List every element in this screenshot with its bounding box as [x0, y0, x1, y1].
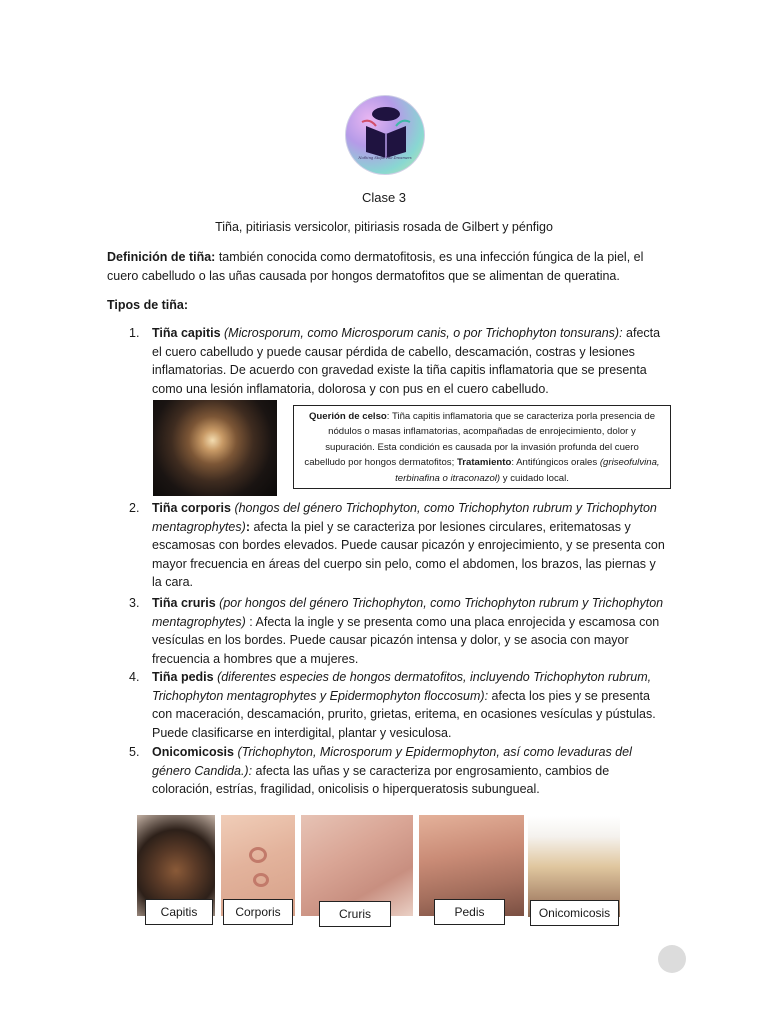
item-cause: (hongos del género Trichophyton, como Trichophyton rubrum y Trichophyton mentagrophytes) [152, 501, 657, 534]
image-label-onicomicosis: Onicomicosis [530, 900, 619, 926]
treatment-drugs: (griseofulvina, terbinafina o itraconazol) [395, 457, 660, 484]
item-text: afecta las uñas y se caracteriza por engrosamiento, cambios de coloración, estrías, fragilidad, onicolisis o hiperqueratosis subungueal. [152, 763, 610, 796]
treatment-end: y cuidado local. [500, 472, 569, 484]
item-number: 2. [129, 501, 140, 515]
item-name: Tiña cruris [152, 596, 216, 610]
item-cause: (diferentes especies de hongos dermatofitos, incluyendo Trichophyton rubrum, Trichophyton mentagrophytes y Epidermophyton floccosum): [152, 670, 652, 703]
definition-label: Definición de tiña: [107, 250, 216, 264]
item-cause: (Trichophyton, Microsporum y Epidermophyton, así como levaduras del género Candida.): [152, 745, 632, 778]
image-label-corporis: Corporis [223, 899, 293, 925]
querion-note-box [293, 405, 671, 489]
item-name: Tiña capitis [152, 326, 221, 340]
item-text: : Afecta la ingle y se presenta como una placa enrojecida y escamosa con vesículas en los bordes. Puede causar picazón intensa y dolor, y se asocia con mayor frecuencia a hombres que a mujeres. [152, 614, 660, 666]
item-number: 3. [129, 596, 140, 610]
list-item [152, 594, 667, 668]
image-label-cruris: Cruris [319, 901, 391, 927]
types-heading: Tipos de tiña: [107, 298, 189, 312]
logo-caption: Nothing Stops The Dreamers [358, 156, 412, 160]
item-name: Tiña pedis [152, 670, 214, 684]
item-cause: (Microsporum, como Microsporum canis, o por Trichophyton tonsurans): [220, 326, 623, 340]
item-colon: : [245, 519, 250, 534]
image-label-capitis: Capitis [145, 899, 213, 925]
item-number: 5. [129, 745, 140, 759]
list-item [152, 499, 667, 592]
scroll-button[interactable] [658, 945, 686, 973]
list-item [152, 668, 667, 742]
item-name: Tiña corporis [152, 501, 231, 515]
page-title: Clase 3 [361, 190, 407, 205]
logo [345, 95, 425, 175]
note-label: Querión de celso [308, 411, 387, 422]
item-text: afecta el cuero cabelludo y puede causar pérdida de cabello, descamación, costras y lesiones inflamatorias. De acuerdo con gravedad existe la tiña capitis inflamatoria que se presenta como una lesión inflamatoria, dolorosa y con pus en el cuero cabelludo. [152, 326, 661, 396]
item-number: 1. [129, 326, 140, 340]
list-item [152, 324, 667, 398]
page-subtitle: Tiña, pitiriasis versicolor, pitiriasis rosada de Gilbert y pénfigo [215, 220, 553, 234]
capitis-inflamatoria-photo [153, 400, 277, 496]
image-label-pedis: Pedis [434, 899, 505, 925]
item-cause: (por hongos del género Trichophyton, como Trichophyton rubrum y Trichophyton mentagrophytes) [152, 596, 664, 629]
definition-text: también conocida como dermatofitosis, es una infección fúngica de la piel, el cuero cabelludo o las uñas causada por hongos dermatofitos que se alimentan de queratina. [107, 250, 644, 283]
treatment-label: Tratamiento [456, 457, 512, 469]
item-name: Onicomicosis [152, 745, 234, 759]
item-number: 4. [129, 670, 140, 684]
note-text: : Tiña capitis inflamatoria que se caracteriza porla presencia de nódulos o masas inflamatorias, acompañadas de enrojecimiento, dolor y supuración. Esta condición es causada por la invasión profunda del cuero cabelludo por hongos dermatofitos; [304, 411, 656, 469]
treatment-text: : Antifúngicos orales [511, 457, 600, 469]
logo-emblem-icon [346, 96, 425, 175]
list-item [152, 743, 667, 799]
item-text: afecta los pies y se presenta con maceración, descamación, prurito, grietas, eritema, en ocasiones vesículas y pústulas. Puede clasificarse en interdigital, plantar y vesiculosa. [152, 688, 656, 740]
definition-paragraph [107, 248, 667, 285]
item-text: afecta la piel y se caracteriza por lesiones circulares, eritematosas y escamosas con bordes elevados. Puede causar picazón y enrojecimiento, y se presenta con mayor frecuencia en áreas del cuerpo sin pelo, como el abdomen, los brazos, las piernas y la cara. [152, 519, 665, 589]
